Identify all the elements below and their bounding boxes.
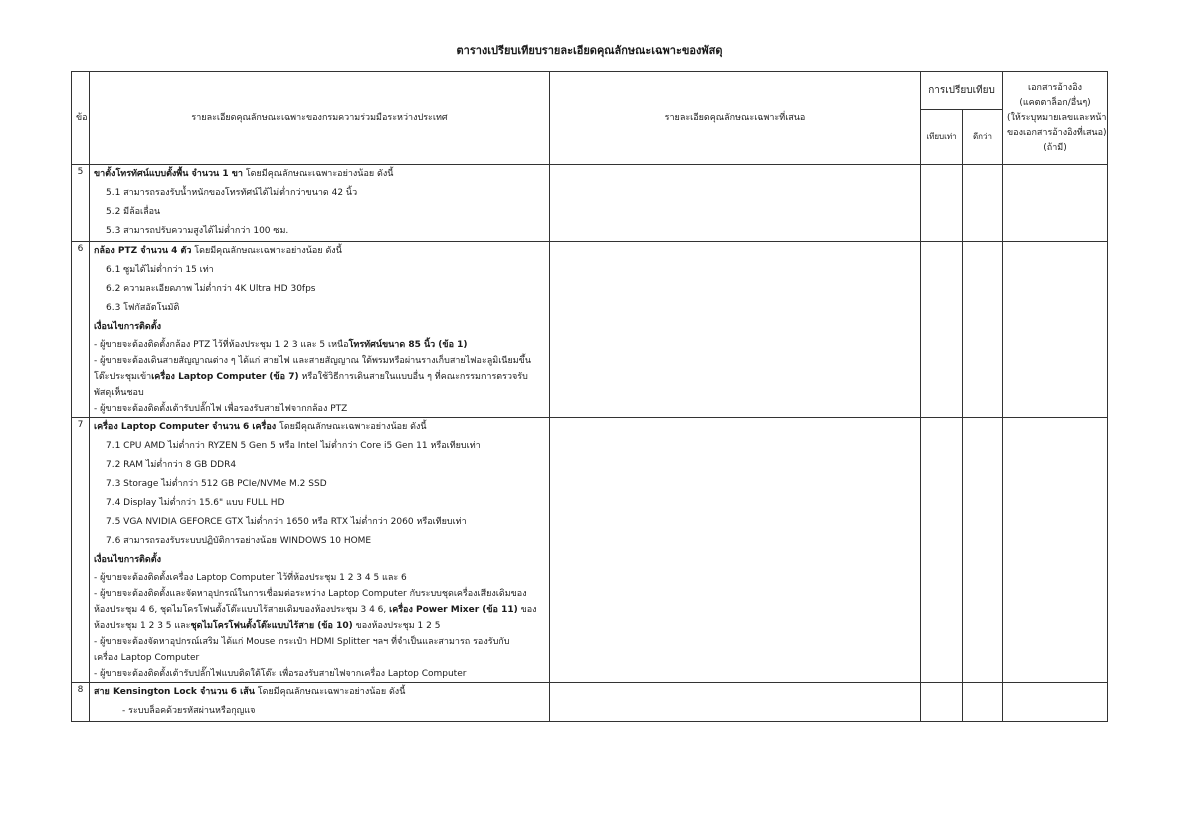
item-heading: ขาตั้งโทรทัศน์แบบตั้งพื้น จำนวน 1 ขา โดยมีคุณลักษณะเฉพาะอย่างน้อย ดังนี้: [94, 169, 394, 179]
table-row: [72, 683, 1108, 722]
offered-cell[interactable]: [550, 683, 921, 722]
spec-item: 5.3 สามารถปรับความสูงได้ไม่ต่ำกว่า 100 ซม.: [106, 226, 289, 236]
ref-line: (ถ้ามี): [1043, 142, 1067, 153]
spec-item: 7.2 RAM ไม่ต่ำกว่า 8 GB DDR4: [106, 460, 237, 470]
spec-item: 6.2 ความละเอียดภาพ ไม่ต่ำกว่า 4K Ultra HD 30fps: [106, 284, 316, 294]
condition-note: - ผู้ขายจะต้องติดตั้งกล้อง PTZ ไว้ที่ห้องประชุม 1 2 3 และ 5 เหนือโทรทัศน์ขนาด 85 นิ้ว (ข้อ 1): [94, 340, 468, 350]
condition-title: เงื่อนไขการติดตั้ง: [94, 555, 161, 565]
spec-item: 6.3 โฟกัสอัตโนมัติ: [106, 303, 180, 313]
item-heading: กล้อง PTZ จำนวน 4 ตัว โดยมีคุณลักษณะเฉพาะอย่างน้อย ดังนี้: [94, 246, 342, 256]
better-cell[interactable]: [963, 165, 1003, 242]
condition-note: ห้องประชุม 4 6, ชุดไมโครโฟนตั้งโต๊ะแบบไร้สายเดิมของห้องประชุม 3 4 6, เครื่อง Power Mixer (ข้อ 11) ของ: [94, 605, 537, 615]
ref-line: (แคตตาล็อก/อื่นๆ): [1019, 97, 1091, 108]
offered-cell[interactable]: [550, 242, 921, 418]
ref-line: (ให้ระบุหมายเลขและหน้า: [1007, 112, 1107, 123]
condition-note: ห้องประชุม 1 2 3 5 และชุดไมโครโฟนตั้งโต๊ะแบบไร้สาย (ข้อ 10) ของห้องประชุม 1 2 5: [94, 621, 441, 631]
col-header-better: ดีกว่า: [963, 110, 1003, 165]
equal-cell[interactable]: [921, 165, 963, 242]
ref-line: ของเอกสารอ้างอิงที่เสนอ): [1007, 127, 1107, 138]
spec-cell: [90, 418, 550, 683]
spec-item: 7.1 CPU AMD ไม่ต่ำกว่า RYZEN 5 Gen 5 หรือ Intel ไม่ต่ำกว่า Core i5 Gen 11 หรือเทียบเท่า: [106, 441, 481, 451]
condition-note: - ผู้ขายจะต้องจัดหาอุปกรณ์เสริม ได้แก่ Mouse กระเป๋า HDMI Splitter ฯลฯ ที่จำเป็นและสามารถ รองรับกับ: [94, 637, 510, 647]
item-heading: เครื่อง Laptop Computer จำนวน 6 เครื่อง โดยมีคุณลักษณะเฉพาะอย่างน้อย ดังนี้: [94, 422, 427, 432]
condition-note: - ผู้ขายจะต้องติดตั้งเต้ารับปลั๊กไฟ เพื่อรองรับสายไฟจากกล้อง PTZ: [94, 404, 348, 414]
table-row: [72, 242, 1108, 418]
condition-note: - ผู้ขายจะต้องติดตั้งและจัดหาอุปกรณ์ในการเชื่อมต่อระหว่าง Laptop Computer กับระบบชุดเครื่องเสียงเดิมของ: [94, 589, 527, 599]
equal-cell[interactable]: [921, 683, 963, 722]
equal-cell[interactable]: [921, 418, 963, 683]
comparison-table: [71, 71, 1108, 722]
col-header-spec: รายละเอียดคุณลักษณะเฉพาะของกรมความร่วมมือระหว่างประเทศ: [90, 72, 550, 165]
reference-cell[interactable]: [1003, 165, 1108, 242]
spec-item: 7.6 สามารถรองรับระบบปฏิบัติการอย่างน้อย WINDOWS 10 HOME: [106, 536, 372, 546]
ref-line: เอกสารอ้างอิง: [1028, 82, 1082, 93]
row-number: 8: [72, 683, 90, 722]
spec-cell: [90, 683, 550, 722]
condition-note: เครื่อง Laptop Computer: [94, 653, 200, 663]
reference-cell[interactable]: [1003, 418, 1108, 683]
col-header-reference: [1003, 72, 1108, 165]
spec-item: 5.2 มีล้อเลื่อน: [106, 207, 161, 217]
spec-cell: [90, 242, 550, 418]
condition-note: - ผู้ขายจะต้องติดตั้งเต้ารับปลั๊กไฟแบบติดใต้โต๊ะ เพื่อรองรับสายไฟจากเครื่อง Laptop Computer: [94, 669, 467, 679]
item-heading: สาย Kensington Lock จำนวน 6 เส้น โดยมีคุณลักษณะเฉพาะอย่างน้อย ดังนี้: [94, 687, 406, 697]
condition-note: - ผู้ขายจะต้องติดตั้งเครื่อง Laptop Computer ไว้ที่ห้องประชุม 1 2 3 4 5 และ 6: [94, 573, 407, 583]
row-number: 5: [72, 165, 90, 242]
condition-title: เงื่อนไขการติดตั้ง: [94, 322, 161, 332]
spec-item: 7.3 Storage ไม่ต่ำกว่า 512 GB PCIe/NVMe M.2 SSD: [106, 479, 327, 489]
better-cell[interactable]: [963, 683, 1003, 722]
offered-cell[interactable]: [550, 165, 921, 242]
better-cell[interactable]: [963, 418, 1003, 683]
condition-note: - ผู้ขายจะต้องเดินสายสัญญาณต่าง ๆ ได้แก่ สายไฟ และสายสัญญาณ ใต้พรมหรือผ่านรางเก็บสายไฟอะลูมิเนียมขึ้น: [94, 356, 531, 366]
spec-cell: [90, 165, 550, 242]
reference-cell[interactable]: [1003, 242, 1108, 418]
equal-cell[interactable]: [921, 242, 963, 418]
spec-item: 6.1 ซูมได้ไม่ต่ำกว่า 15 เท่า: [106, 265, 214, 275]
table-row: [72, 165, 1108, 242]
condition-note: โต๊ะประชุมเข้าเครื่อง Laptop Computer (ข้อ 7) หรือใช้วิธีการเดินสายในแบบอื่น ๆ ที่คณะกรรมการตรวจรับ: [94, 372, 528, 382]
spec-item: 5.1 สามารถรองรับน้ำหนักของโทรทัศน์ได้ไม่ต่ำกว่าขนาด 42 นิ้ว: [106, 188, 358, 198]
col-header-no: ข้อ: [72, 72, 90, 165]
table-row: [72, 418, 1108, 683]
condition-note: พัสดุเห็นชอบ: [94, 388, 144, 398]
offered-cell[interactable]: [550, 418, 921, 683]
better-cell[interactable]: [963, 242, 1003, 418]
row-number: 7: [72, 418, 90, 683]
spec-item: 7.4 Display ไม่ต่ำกว่า 15.6" แบบ FULL HD: [106, 498, 285, 508]
col-header-offered: รายละเอียดคุณลักษณะเฉพาะที่เสนอ: [550, 72, 921, 165]
spec-item: 7.5 VGA NVIDIA GEFORCE GTX ไม่ต่ำกว่า 1650 หรือ RTX ไม่ต่ำกว่า 2060 หรือเทียบเท่า: [106, 517, 467, 527]
col-header-equal: เทียบเท่า: [921, 110, 963, 165]
reference-cell[interactable]: [1003, 683, 1108, 722]
document-title: ตารางเปรียบเทียบรายละเอียดคุณลักษณะเฉพาะของพัสดุ: [456, 44, 723, 57]
spec-item: - ระบบล็อคด้วยรหัสผ่านหรือกุญแจ: [122, 706, 256, 716]
row-number: 6: [72, 242, 90, 418]
col-header-compare: การเปรียบเทียบ: [921, 72, 1003, 110]
